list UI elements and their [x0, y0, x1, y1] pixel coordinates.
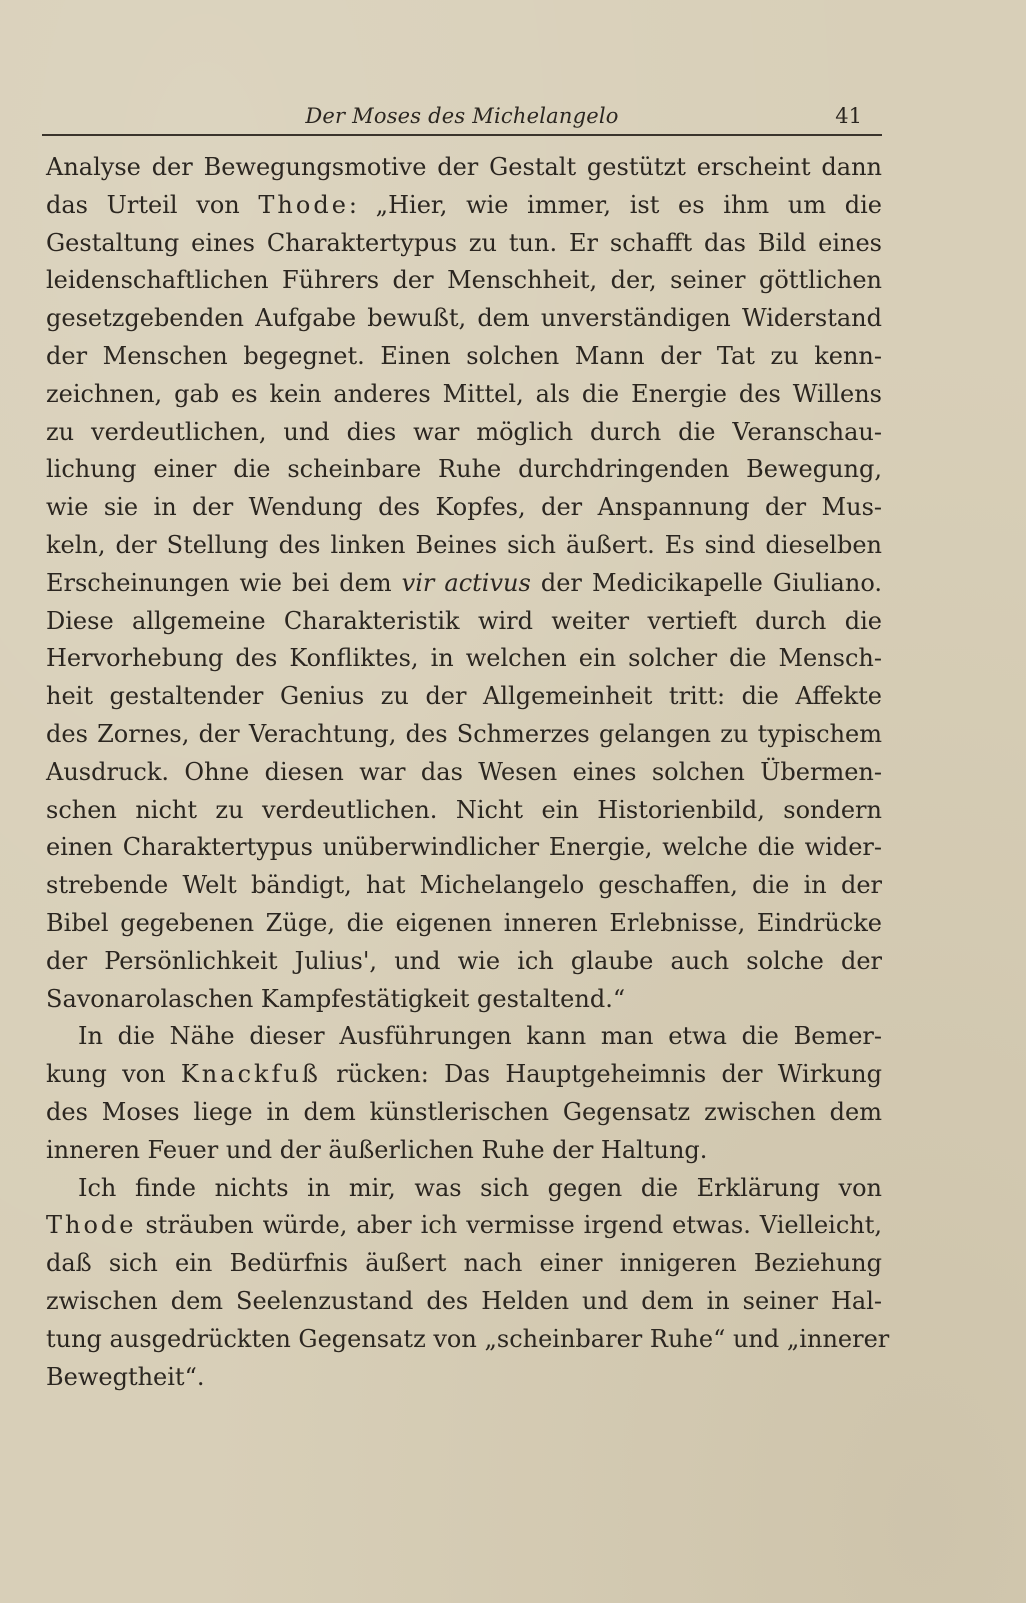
text-line: Ich finde nichts in mir, was sich gegen die Erklärung von — [78, 1173, 882, 1202]
text-line — [46, 1056, 882, 1094]
text-line: tung ausgedrückten Gegensatz von „scheinbarer Ruhe“ und „innerer — [46, 1324, 890, 1353]
text-run: das Urteil von — [46, 190, 259, 219]
text-line: wie sie in der Wendung des Kopfes, der Anspannung der Mus- — [46, 493, 882, 522]
text-line: Diese allgemeine Charakteristik wird weiter vertieft durch die — [46, 606, 882, 635]
text-line: inneren Feuer und der äußerlichen Ruhe der Haltung. — [46, 1135, 708, 1164]
text-run: Erscheinungen wie bei dem — [46, 568, 402, 597]
text-line: Bibel gegebenen Züge, die eigenen inneren Erlebnisse, Eindrücke — [46, 908, 882, 937]
spaced-name: Knackfuß — [180, 1060, 321, 1089]
text-run: : „Hier, wie immer, ist es ihm um die — [348, 190, 882, 219]
text-line: des Moses liege in dem künstlerischen Gegensatz zwischen dem — [46, 1097, 882, 1126]
text-line: einen Charaktertypus unüberwindlicher Energie, welche die wider- — [46, 833, 882, 862]
paragraph — [46, 1170, 890, 1397]
text-line: der Menschen begegnet. Einen solchen Mann der Tat zu kenn- — [46, 341, 882, 370]
text-line: daß sich ein Bedürfnis äußert nach einer innigeren Beziehung — [46, 1249, 882, 1278]
spaced-name: Thode — [258, 190, 349, 219]
text-line: gesetzgebenden Aufgabe bewußt, dem unverständigen Widerstand — [46, 304, 882, 333]
text-line: zu verdeutlichen, und dies war möglich durch die Veranschau- — [46, 417, 882, 446]
text-run: kung von — [46, 1060, 181, 1089]
text-run: der Medicikapelle Giuliano. — [530, 568, 882, 597]
text-line: leidenschaftlichen Führers der Menschheit, der, seiner göttlichen — [46, 266, 882, 295]
italic-term: vir activus — [401, 568, 531, 597]
text-line: Bewegtheit“. — [46, 1362, 205, 1391]
text-line: keln, der Stellung des linken Beines sich äußert. Es sind dieselben — [46, 530, 882, 559]
paragraph — [46, 1018, 882, 1169]
page-number: 41 — [835, 104, 862, 128]
text-line: Analyse der Bewegungsmotive der Gestalt gestützt erscheint dann — [46, 153, 882, 181]
paragraph — [46, 149, 882, 1018]
text-run: rücken: Das Hauptgeheimnis der Wirkung — [320, 1060, 882, 1089]
body-text — [46, 149, 890, 1396]
text-line: schen nicht zu verdeutlichen. Nicht ein Historienbild, sondern — [46, 795, 882, 824]
running-title: Der Moses des Michelangelo — [305, 104, 619, 128]
running-header — [42, 100, 882, 136]
text-line: des Zornes, der Verachtung, des Schmerzes gelangen zu typischem — [46, 719, 882, 748]
text-line: Gestaltung eines Charaktertypus zu tun. Er schafft das Bild eines — [46, 228, 882, 257]
text-line: lichung einer die scheinbare Ruhe durchdringenden Bewegung, — [46, 455, 882, 484]
spaced-name: Thode — [46, 1211, 137, 1240]
text-line: strebende Welt bändigt, hat Michelangelo geschaffen, die in der — [46, 871, 882, 900]
text-line: zeichnen, gab es kein anderes Mittel, als die Energie des Willens — [46, 379, 882, 408]
text-line: heit gestaltender Genius zu der Allgemeinheit tritt: die Affekte — [46, 682, 882, 711]
text-line — [46, 1207, 882, 1245]
text-line — [46, 187, 882, 225]
text-line: Hervorhebung des Konfliktes, in welchen ein solcher die Mensch- — [46, 644, 882, 673]
text-line: Savonarolaschen Kampfestätigkeit gestaltend.“ — [46, 984, 626, 1013]
text-run: sträuben würde, aber ich vermisse irgend etwas. Vielleicht, — [136, 1211, 882, 1240]
text-line: zwischen dem Seelenzustand des Helden und dem in seiner Hal- — [46, 1286, 882, 1315]
text-line — [46, 565, 882, 603]
text-line: In die Nähe dieser Ausführungen kann man etwa die Bemer- — [78, 1022, 882, 1051]
text-line: Ausdruck. Ohne diesen war das Wesen eines solchen Übermen- — [46, 757, 882, 786]
text-line: der Persönlichkeit Julius', und wie ich glaube auch solche der — [46, 946, 882, 975]
